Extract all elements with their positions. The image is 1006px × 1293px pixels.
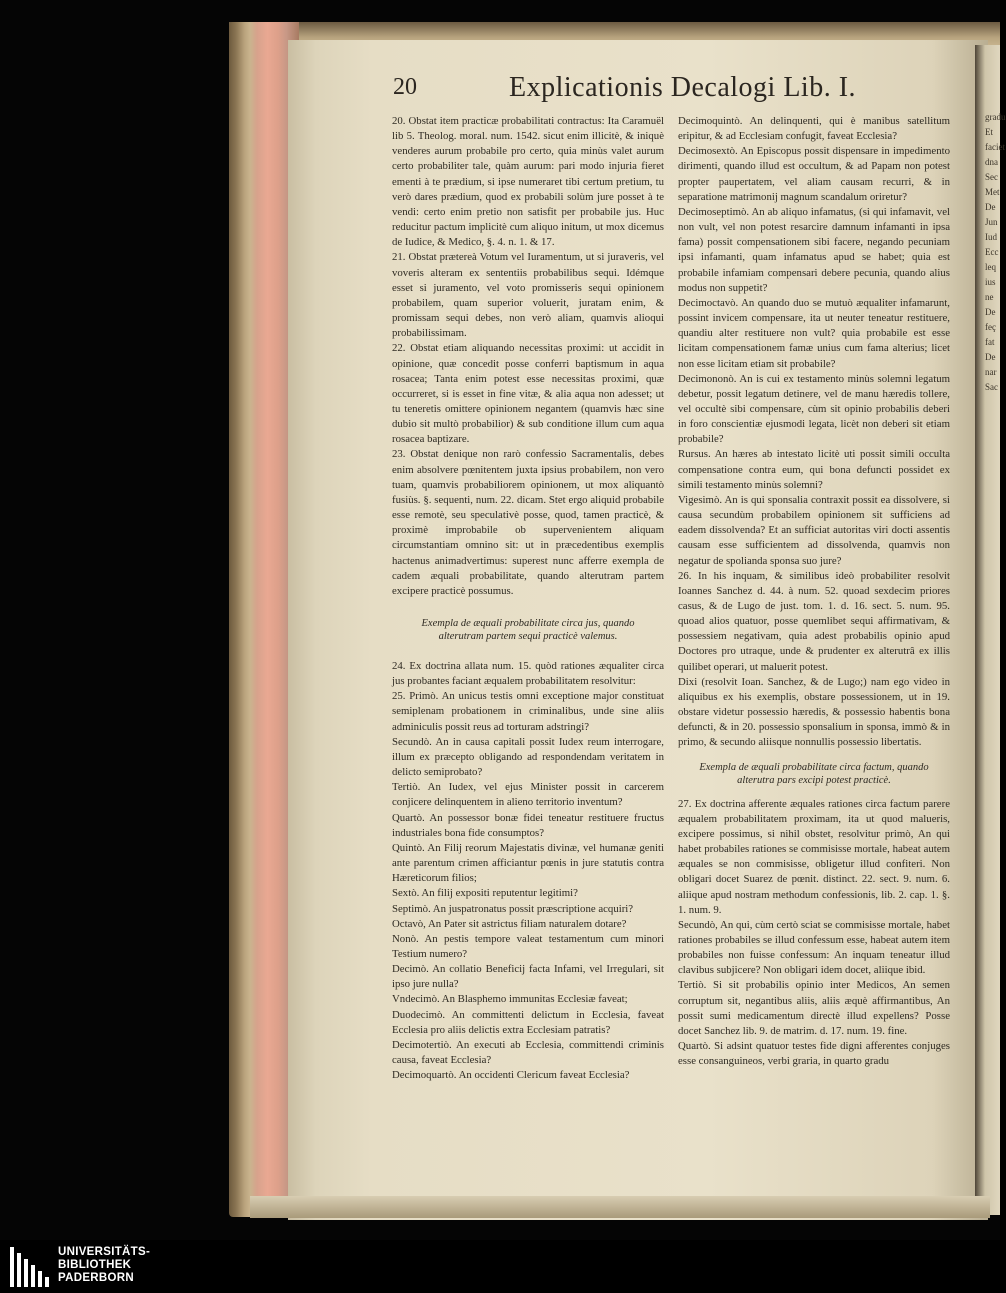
paragraph: 27. Ex doctrina afferente æquales rationes circa factum parere æqualem probabilitatem proximam, ita ut quod malueris, excipere possimus, si nihil obstet, resolvitur primò, An qui habet probabiles rationes se commisisse mortale, habeat autem æquales se non commisisse, obligetur illud confiteri. Non obligari docet Suarez de pœnit. distinct. 22. sect. 9. num. 6. aliique apud nostram methodum confessionis, lib. 2. cap. 1. §. 1. num. 9.	[678, 797, 950, 916]
logo-line: UNIVERSITÄTS-	[58, 1246, 151, 1258]
paragraph: Vigesimò. An is qui sponsalia contraxit possit ea dissolvere, si causa secundùm probabilem opinionem sit sufficiens ad eadem dissolvenda? Et an sufficiat autoritas viri docti assentis causam esse sufficientem ad dissolvenda, quamvis non negatur de spolianda sponsa suo jure?	[678, 493, 950, 567]
section-heading: Exempla de æquali probabilitate circa jus, quando alterutram partem sequi practicè valemus.	[421, 618, 635, 642]
paragraph: Quartò. An possessor bonæ fidei teneatur restituere fructus industriales bona fide consumptos?	[392, 811, 664, 839]
paragraph: 21. Obstat prætereà Votum vel Iuramentum, ut si juraveris, vel voveris alteram ex sententiis probabilibus sequi. Idémque esset si juramento, vel voto promisseris sequi opinionem probabilem, quam superior voluerit, juratam enim, & promissam sequi debes, non verò aliam, quamvis alioqui probabilissimam.	[392, 251, 664, 340]
paragraph: 24. Ex doctrina allata num. 15. quòd rationes æqualiter circa jus probantes faciant æqualem probabilitatem resolvitur:	[392, 660, 664, 688]
paragraph: Decimononò. An is cui ex testamento minùs solemni legatum debetur, possit legatum detinere, vel de manu hæredis tollere, vel occultè sibi compensare, cùm sit opinio probabilis deberi in foro conscientiæ ejusmodi legata, licèt non deberi sit etiam probabile?	[678, 372, 950, 446]
logo-line: PADERBORN	[58, 1272, 134, 1284]
paragraph: Quartò. Si adsint quatuor testes fide digni afferentes conjuges esse consanguineos, verbi graria, in quarto gradu	[678, 1040, 950, 1068]
paragraph: Septimò. An juspatronatus possit præscriptione acquiri?	[392, 902, 634, 915]
paragraph: 22. Obstat etiam aliquando necessitas proximi: ut accidit in opinione, quæ concedit posse conferri baptismum in aqua rosacea; Tanta enim potest esse necessitas proximi, quæ occurreret, si is esset in fine vitæ, & alia aqua non adesset; ut tu teneretis omittere opinionem negantem (quamvis hæc sine dubio sit multò probabilior) & sub conditione illum cum aqua rosacea baptizare.	[392, 342, 664, 446]
page-header	[393, 74, 953, 114]
paragraph: Tertiò. An Iudex, vel ejus Minister possit in carcerem conjicere delinquentem in alieno territorio inventum?	[392, 781, 664, 809]
section-heading: Exempla de æquali probabilitate circa factum, quando alterutra pars excipi potest practicè.	[699, 761, 929, 786]
page-number: 20	[393, 74, 417, 100]
library-logo-text	[58, 1246, 150, 1285]
paragraph: 20. Obstat item practicæ probabilitati contractus: Ita Caramuël lib 5. Theolog. moral. num. 1542. sicut enim illicitè, & iniquè venderes aurum probabile pro certo, quia minùs valet aurum certo probabiliter tale, quàm aurum: pari modo injuria fieret ementi à te prædium, si ipse numeraret tibi certum pretium, tu verò dares prædium, quod ex probabili solùm jure posset à te vendi: certo enim pretio non satisfit per probabile jus. Huc reducitur pactum implicitè cum aliquo initum, ut mox dicemus de Iudice, & Medico, §. 4. n. 1. & 17.	[392, 115, 664, 249]
paragraph: Dixi (resolvit Ioan. Sanchez, & de Lugo;) nam ego video in aliquibus ex his exemplis, obstare possessionem, ut in 19. obstare videtur possessio hæredis, & possessio habentis bona defuncti, & in 20. possessio sponsalium in sponsa, immò & in primo, & secundo aliisque nonnullis possessio libertatis.	[678, 675, 950, 749]
logo-line: BIBLIOTHEK	[58, 1259, 132, 1271]
paragraph: Decimosextò. An Episcopus possit dispensare in impedimento dirimenti, quando illud est occultum, & ad Papam non potest propter paupertatem, vel aliam causam recurri, & in separatione matrimonij magnum scandalum oriretur?	[678, 145, 950, 203]
paragraph: Decimò. An collatio Beneficij facta Infami, vel Irregulari, sit ipso jure nulla?	[392, 963, 664, 991]
paragraph: 26. In his inquam, & similibus ideò probabiliter resolvit Ioannes Sanchez d. 44. à num. 52. quoad sexdecim priores casus, & de Lugo de just. tom. 1. d. 16. sect. 5. num. 95. quoad alios quatuor, posse quemlibet sequi affirmativam, & possessiem negativam, quia adest probabilis opinio apud Doctores pro utraque, unde & prudenter ex alterutrâ ex illis quilibet operari, ut maluerit potest.	[678, 569, 950, 673]
left-column	[392, 114, 664, 1083]
paragraph: Secundò. An in causa capitali possit Iudex reum interrogare, illum ex præcepto obligando ad respondendam veritatem in delicto semiprobato?	[392, 735, 664, 779]
book-bottom-edge	[250, 1196, 990, 1218]
paragraph: Decimoquartò. An occidenti Clericum faveat Ecclesia?	[392, 1069, 630, 1082]
paragraph: Decimoquintò. An delinquenti, qui è manibus satellitum eripitur, & ad Ecclesiam confugit, faveat Ecclesia?	[678, 115, 950, 143]
paragraph: Tertiò. Si sit probabilis opinio inter Medicos, An semen corruptum sit, negantibus aliis, aliis æquè affirmantibus, An possit sumi medicamentum directè illud expellens? Posse docet Sanchez lib. 9. de matrim. d. 17. num. 19. fine.	[678, 979, 950, 1037]
paragraph: Decimoseptimò. An ab aliquo infamatus, (si qui infamavit, vel non vult, vel non potest resarcire damnum infamanti in ipsa fama) possit compensationem sibi facere, negando pecuniam ipsi infamanti, quam infamatus apud se habet; quia est probabile infamiam compensari debere pecunia, quando alius modus non suppetit?	[678, 205, 950, 294]
paragraph: Rursus. An hæres ab intestato licitè uti possit simili occulta compensatione contra eum, qui bona defuncti possidet ex simili testamento minùs solemni?	[678, 448, 950, 491]
paragraph: Nonò. An pestis tempore valeat testamentum cum minori Testium numero?	[392, 932, 664, 960]
paragraph: Octavò, An Pater sit astrictus filiam naturalem dotare?	[392, 917, 627, 930]
adjacent-page-text: gradu Et faciet dna Sec Met De Jun Iud Ecc leq ius ne De feç fat De nar Sac	[985, 112, 1006, 392]
right-column	[678, 114, 950, 1069]
paragraph: Duodecimò. An committenti delictum in Ecclesia, faveat Ecclesia pro aliis delictis extra Ecclesiam patratis?	[392, 1008, 664, 1036]
library-logo-icon	[10, 1247, 50, 1287]
paragraph: Decimoctavò. An quando duo se mutuò æqualiter infamarunt, possint invicem compensare, ita ut neuter teneatur restituere, quandiu alter restituere non vult? quia probabile est esse licitam compensationem famæ unius cum fama alterius; licet non esse licitam etiam sit probabile?	[678, 296, 950, 370]
paragraph: Sextò. An filij expositi reputentur legitimi?	[392, 887, 578, 900]
paragraph: Vndecimò. An Blasphemo immunitas Ecclesiæ faveat;	[392, 993, 628, 1006]
paragraph: Secundò, An qui, cùm certò sciat se commisisse mortale, habet rationes probabiles se illud confessum esse, habeat autem item probabiles non fuisse confessum: An inquam teneatur illud clavibus subjicere? Non obligari idem docet, aliique ibid.	[678, 918, 950, 977]
paragraph: 25. Primò. An unicus testis omni exceptione major constituat semiplenam probationem in criminalibus, unde sine aliis adminiculis possit reus ad torturam adstringi?	[392, 690, 664, 733]
paragraph: Quintò. An Filij reorum Majestatis divinæ, vel humanæ geniti ante parentum crimen afficiantur pœnis in jure statutis contra Hæreticorum filios;	[392, 841, 664, 885]
paragraph: 23. Obstat denique non rarò confessio Sacramentalis, debes enim absolvere pœnitentem juxta ipsius probabilem, non vero tuam, quamvis probabiliorem opinionem, ut mox aliquantò fusiùs. §. sequenti, num. 22. dicam. Stet ergo aliquid probabile esse remotè, seu speculativè posse, quod, tamen practicè, & proximè improbabile ob supervenientem aliquam circumstantiam omnino sit: ut in præcedentibus exemplis hactenus animadvertimus: superest nunc afferre exempla de cadem æquali probabilitate, quando alterutram partem excipere practicè possumus.	[392, 448, 664, 597]
running-title: Explicationis Decalogi Lib. I.	[509, 72, 857, 103]
paragraph: Decimotertiò. An executi ab Ecclesia, committendi criminis causa, faveat Ecclesia?	[392, 1038, 664, 1067]
